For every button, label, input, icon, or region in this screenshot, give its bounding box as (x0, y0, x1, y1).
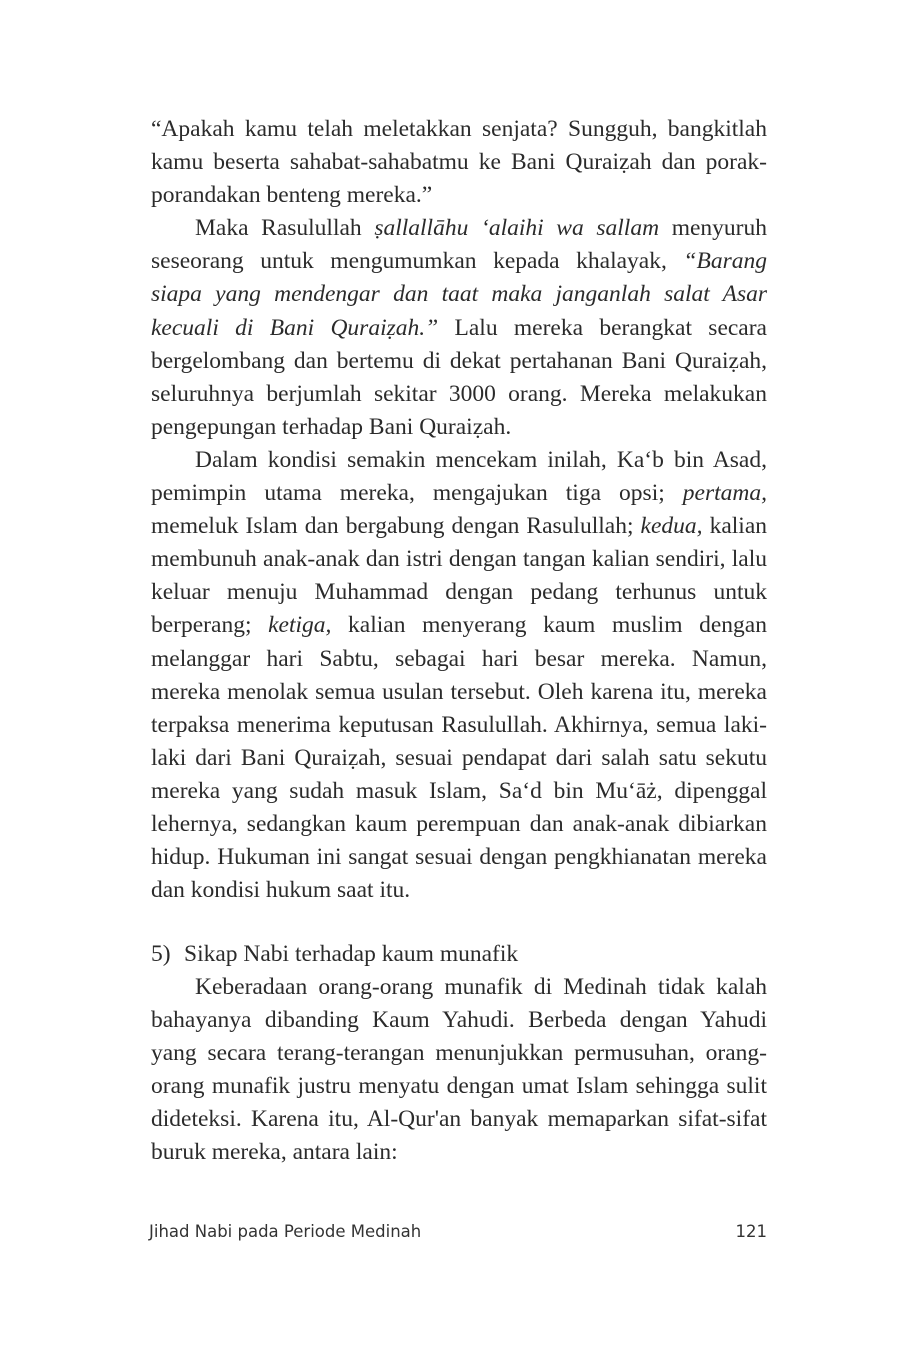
italic-term-second: kedua, (640, 513, 703, 540)
text-run: kalian membunuh anak-anak dan istri dengan tangan kalian sendiri, lalu keluar menuju Muhammad dengan pedang terhunus untuk berperang; (151, 513, 767, 639)
text-run: Lalu mereka berangkat secara bergelombang dan bertemu di dekat pertahanan Bani Quraiẓah, seluruhnya berjumlah sekitar 3000 orang. Mereka melakukan pengepungan terhadap Bani Quraiẓah. (151, 314, 767, 440)
italic-honorific: ṣallallāhu ‘alaihi wa sallam (374, 215, 660, 242)
body-text-bottom (151, 971, 767, 1170)
paragraph-announcement (151, 212, 767, 444)
italic-quote: “Barang siapa yang mendengar dan taat maka janganlah salat Asar kecuali di Bani Quraiẓah.” (151, 248, 767, 341)
paragraph-options (151, 444, 767, 907)
section-title: Sikap Nabi terhadap kaum munafik (184, 941, 519, 967)
section-number: 5) (151, 941, 171, 967)
body-text-top (151, 113, 767, 907)
paragraph-hypocrites: Keberadaan orang-orang munafik di Medinah tidak kalah bahayanya dibanding Kaum Yahudi. Berbeda dengan Yahudi yang secara terang-terangan menunjukkan permusuhan, orang-orang munafik justru menyatu dengan umat Islam sehingga sulit dideteksi. Karena itu, Al-Qur'an banyak memaparkan sifat-sifat buruk mereka, antara lain: (151, 974, 767, 1166)
running-footer-title: Jihad Nabi pada Periode Medinah (149, 1222, 422, 1241)
text-run: memeluk Islam dan bergabung dengan Rasulullah; (151, 513, 641, 540)
page-number: 121 (735, 1222, 767, 1241)
italic-term-first: pertama, (682, 480, 767, 507)
text-run: Dalam kondisi semakin mencekam inilah, Ka‘b bin Asad, pemimpin utama mereka, mengajukan tiga opsi; (151, 446, 767, 507)
text-run: Maka Rasulullah (195, 215, 375, 242)
text-run: menyuruh seseorang untuk mengumumkan kepada khalayak, (151, 215, 767, 275)
section-heading (151, 938, 518, 971)
italic-term-third: ketiga, (268, 612, 332, 639)
paragraph-quote: “Apakah kamu telah meletakkan senjata? Sungguh, bangkitlah kamu beserta sahabat-sahabatmu ke Bani Quraiẓah dan porak-porandakan benteng mereka.” (151, 116, 767, 209)
text-run: kalian menyerang kaum muslim dengan melanggar hari Sabtu, sebagai hari besar mereka. Namun, mereka menolak semua usulan tersebut. Oleh karena itu, mereka terpaksa menerima keputusan Rasulullah. Akhirnya, semua laki-laki dari Bani Quraiẓah, sesuai pendapat dari salah satu sekutu mereka yang sudah masuk Islam, Sa‘d bin Mu‘āż, dipenggal lehernya, sedangkan kaum perempuan dan anak-anak dibiarkan hidup. Hukuman ini sangat sesuai dengan pengkhianatan mereka dan kondisi hukum saat itu. (151, 612, 767, 904)
